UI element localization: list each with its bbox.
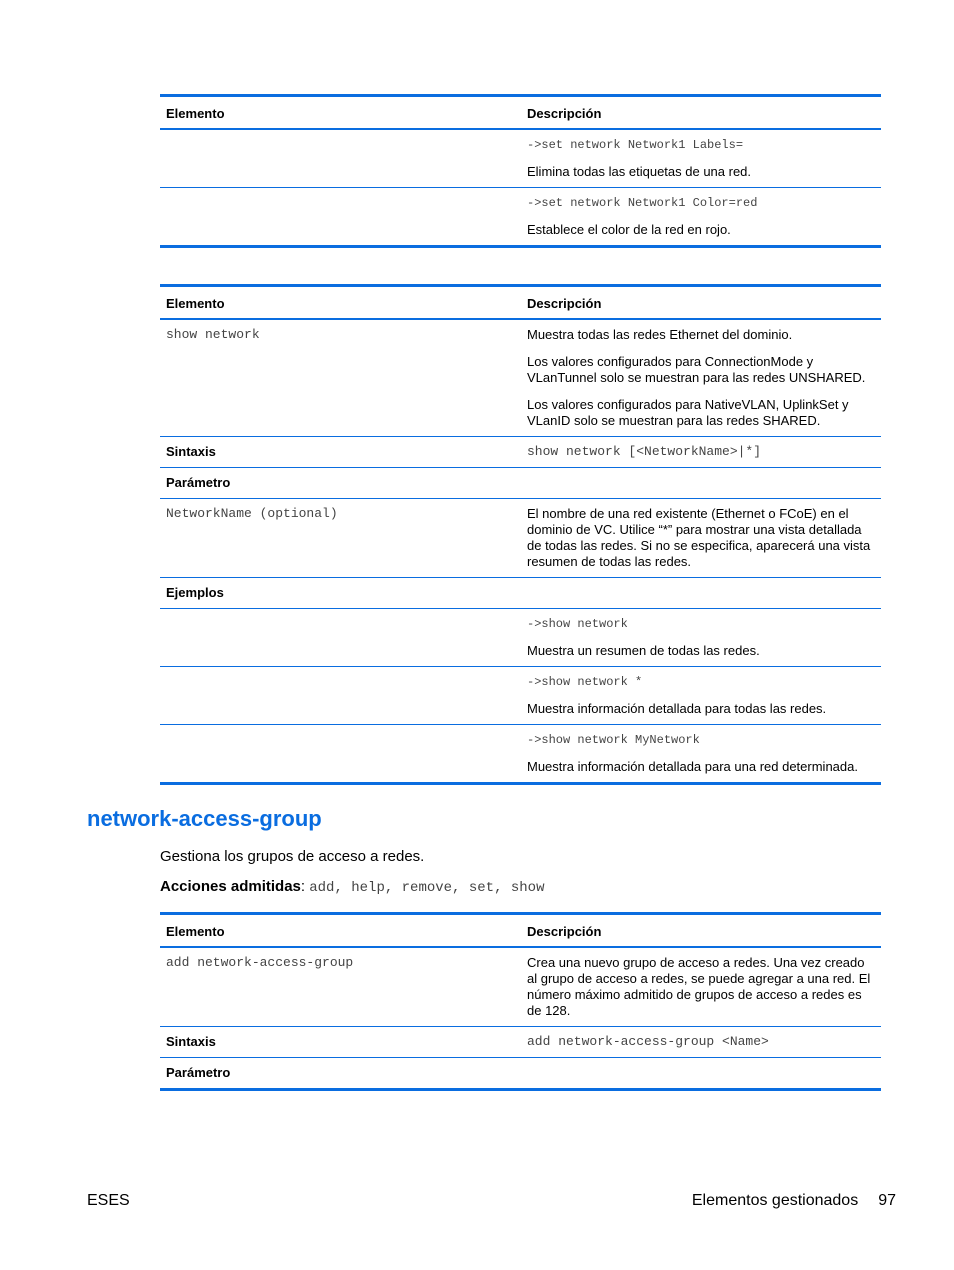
header-descripcion: Descripción: [521, 286, 881, 320]
command-name: add network-access-group: [166, 955, 354, 970]
table-row: [160, 1027, 881, 1058]
description-paragraph: Los valores configurados para NativeVLAN, UplinkSet y VLanID solo se muestran para las redes SHARED.: [527, 397, 849, 428]
header-elemento: Elemento: [160, 914, 521, 948]
empty-cell: [521, 578, 881, 609]
set-network-examples-table: [160, 94, 881, 248]
section-title: network-access-group: [87, 806, 322, 831]
syntax-value: add network-access-group <Name>: [521, 1027, 881, 1058]
command-name: show network: [166, 327, 260, 342]
table-row: [160, 468, 881, 499]
example-cell: [521, 725, 881, 784]
examples-label: Ejemplos: [160, 578, 521, 609]
command-description: [521, 319, 881, 437]
example-cell: [521, 667, 881, 725]
example-desc: Establece el color de la red en rojo.: [527, 222, 731, 237]
example-desc: Muestra información detallada para todas las redes.: [527, 701, 827, 716]
section-intro: Gestiona los grupos de acceso a redes.: [160, 848, 425, 865]
empty-cell: [160, 188, 521, 247]
header-descripcion: Descripción: [521, 96, 881, 130]
table-header-row: [160, 286, 881, 320]
actions-list: add, help, remove, set, show: [309, 880, 545, 896]
header-descripcion: Descripción: [521, 914, 881, 948]
empty-cell: [521, 468, 881, 499]
empty-cell: [521, 1058, 881, 1090]
parameter-name: NetworkName (optional): [160, 499, 521, 578]
supported-actions: [160, 878, 544, 896]
table-row: [160, 578, 881, 609]
table-row: [160, 725, 881, 784]
footer-section-name: Elementos gestionados: [691, 1192, 859, 1209]
empty-cell: [160, 667, 521, 725]
example-desc: Elimina todas las etiquetas de una red.: [527, 164, 752, 179]
actions-label: Acciones admitidas: [160, 878, 301, 895]
parameter-label: Parámetro: [160, 1058, 521, 1090]
table-row: [160, 609, 881, 667]
description-paragraph: Muestra todas las redes Ethernet del dominio.: [527, 327, 793, 342]
syntax-label: Sintaxis: [160, 437, 521, 468]
header-elemento: Elemento: [160, 96, 521, 130]
example-code: ->show network: [527, 617, 628, 631]
syntax-label: Sintaxis: [160, 1027, 521, 1058]
footer-page-info: [692, 1192, 896, 1210]
empty-cell: [160, 725, 521, 784]
header-elemento: Elemento: [160, 286, 521, 320]
table-row: [160, 499, 881, 578]
example-desc: Muestra un resumen de todas las redes.: [527, 643, 760, 658]
table-row: [160, 947, 881, 1027]
example-desc: Muestra información detallada para una red determinada.: [527, 759, 858, 774]
example-code: ->set network Network1 Labels=: [527, 138, 744, 152]
example-code: ->show network *: [527, 675, 643, 689]
command-description: Crea una nuevo grupo de acceso a redes. Una vez creado al grupo de acceso a redes, se puede agregar a una red. El número máximo admitido de grupos de acceso a redes es de 128.: [527, 955, 871, 1018]
show-network-table: [160, 284, 881, 785]
example-cell: [521, 129, 881, 188]
example-cell: [521, 188, 881, 247]
table-header-row: [160, 96, 881, 130]
example-code: ->show network MyNetwork: [527, 733, 700, 747]
table-row: [160, 188, 881, 247]
table-row: [160, 129, 881, 188]
parameter-label: Parámetro: [160, 468, 521, 499]
actions-separator: :: [300, 878, 306, 895]
network-access-group-table: [160, 912, 881, 1091]
table-row: [160, 319, 881, 437]
example-code: ->set network Network1 Color=red: [527, 196, 758, 210]
description-paragraph: Los valores configurados para ConnectionMode y VLanTunnel solo se muestran para las redes UNSHARED.: [527, 354, 866, 385]
table-header-row: [160, 914, 881, 948]
syntax-value: show network [<NetworkName>|*]: [521, 437, 881, 468]
table-row: [160, 1058, 881, 1090]
parameter-description: El nombre de una red existente (Ethernet o FCoE) en el dominio de VC. Utilice “*” para mostrar una vista detallada de todas las redes. Si no se especifica, aparecerá una vista resumen de todas las redes.: [521, 499, 881, 578]
example-cell: [521, 609, 881, 667]
empty-cell: [160, 609, 521, 667]
empty-cell: [160, 129, 521, 188]
page-number: 97: [878, 1192, 896, 1209]
table-row: [160, 667, 881, 725]
table-row: [160, 437, 881, 468]
footer-language-code: ESES: [87, 1192, 130, 1209]
